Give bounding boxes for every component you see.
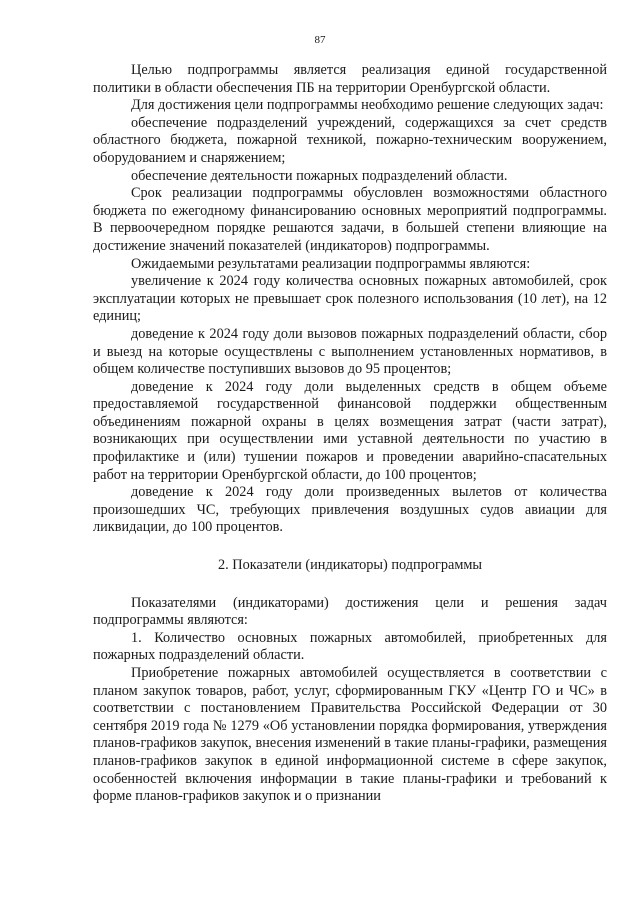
paragraph: Ожидаемыми результатами реализации подпрограммы являются: (131, 255, 531, 272)
paragraph: доведение к 2024 году доли произведенных вылетов от количества произошедших ЧС, требующих привлечения воздушных судов авиации для ликвидации, до 100 процентов. (93, 484, 607, 536)
paragraph: Целью подпрограммы является реализация единой государственной политики в области обеспечения ПБ на территории Оренбургской области. (93, 62, 607, 96)
paragraph: увеличение к 2024 году количества основных пожарных автомобилей, срок эксплуатации которых не превышает срок полезного использования (10 лет), на 12 единиц; (93, 273, 607, 325)
paragraph: доведение к 2024 году доли вызовов пожарных подразделений области, сбор и выезд на которые осуществлены с выполнением установленных нормативов, в общем количестве поступивших вызовов до 95 процентов; (93, 325, 607, 378)
document-body (93, 62, 607, 806)
paragraph: обеспечение подразделений учреждений, содержащихся за счет средств областного бюджета, пожарной техникой, пожарно-техническим вооружением, оборудованием и снаряжением; (93, 114, 607, 166)
paragraph: обеспечение деятельности пожарных подразделений области. (131, 167, 508, 184)
section-heading: 2. Показатели (индикаторы) подпрограммы (217, 557, 483, 574)
paragraph: Показателями (индикаторами) достижения цели и решения задач подпрограммы являются: (93, 594, 607, 629)
paragraph: доведение к 2024 году доли выделенных средств в общем объеме предоставляемой государственной финансовой поддержки общественным объединениям пожарной охраны в целях возмещения затрат (части затрат), возникающих при осуществлении ими уставной деятельности по участию в профилактике и (или) тушении пожаров и проведении аварийно-спасательных работ на территории Оренбургской области, до 100 процентов; (93, 378, 607, 483)
paragraph: Для достижения цели подпрограммы необходимо решение следующих задач: (131, 97, 604, 114)
page-number: 87 (314, 34, 326, 46)
paragraph: 1. Количество основных пожарных автомобилей, приобретенных для пожарных подразделений области. (93, 629, 607, 664)
paragraph: Приобретение пожарных автомобилей осуществляется в соответствии с планом закупок товаров, работ, услуг, сформированным ГКУ «Центр ГО и ЧС» в соответствии с постановлением Правительства Российской Федерации от 30 сентября 2019 года № 1279 «Об установлении порядка формирования, утверждения планов-графиков закупок, внесения изменений в такие планы-графики, размещения планов-графиков закупок в единой информационной системе в сфере закупок, особенностей включения информации в такие планы-графики и требований к форме планов-графиков закупок и о признании (93, 665, 607, 805)
paragraph: Срок реализации подпрограммы обусловлен возможностями областного бюджета по ежегодному финансированию основных мероприятий подпрограммы. В первоочередном порядке решаются задачи, в большей степени влияющие на достижение значений показателей (индикаторов) подпрограммы. (93, 185, 607, 254)
